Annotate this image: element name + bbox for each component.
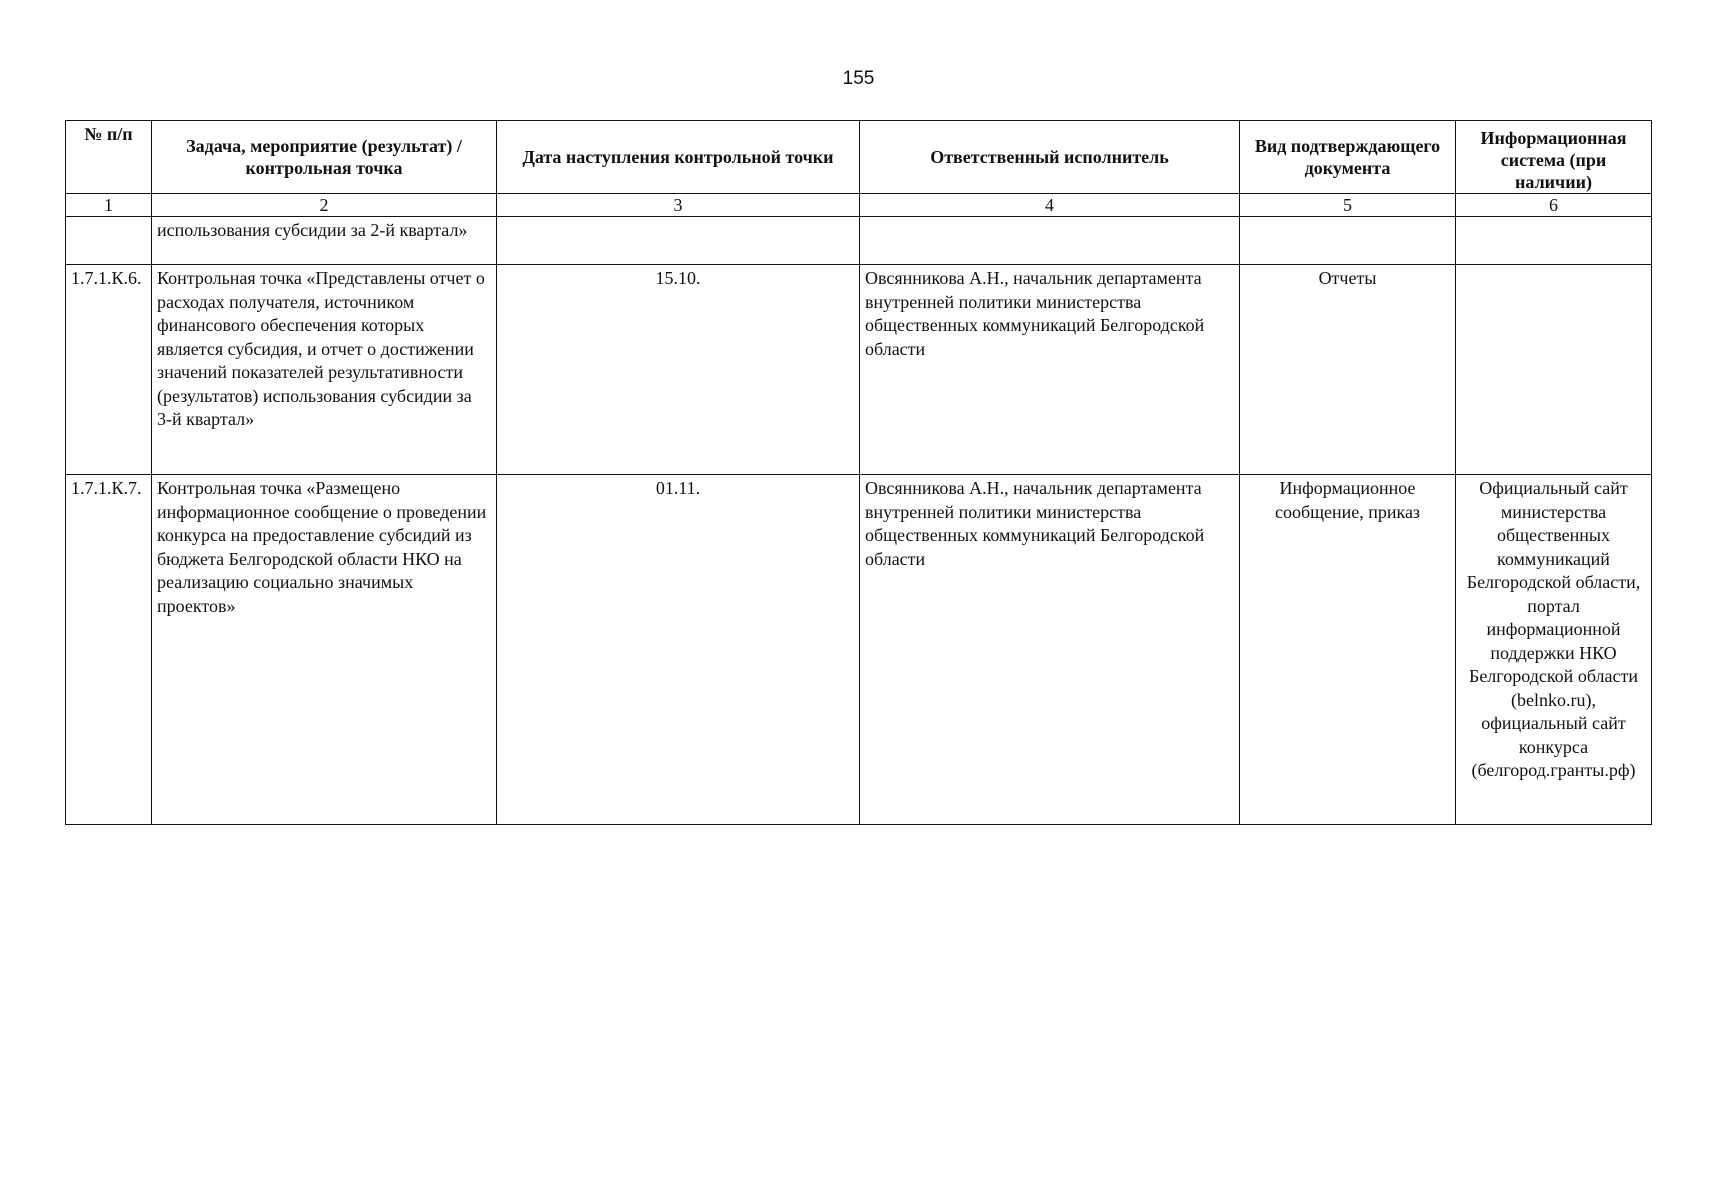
row-num: 1.7.1.К.6.: [66, 265, 152, 475]
header-date: Дата наступления контрольной точки: [497, 121, 860, 194]
table-row: [66, 475, 1652, 825]
column-index-5: 5: [1240, 194, 1456, 217]
column-index-4: 4: [860, 194, 1240, 217]
header-info-system: Информационная система (при наличии): [1456, 121, 1652, 194]
row-info-system: Официальный сайт министерства общественных коммуникаций Белгородской области, портал информационной поддержки НКО Белгородской области (belnko.ru), официальный сайт конкурса (белгород.гранты.рф): [1456, 475, 1652, 825]
column-index-2: 2: [152, 194, 497, 217]
table-header-row: [66, 121, 1652, 194]
row-info-system: [1456, 217, 1652, 265]
column-index-1: 1: [66, 194, 152, 217]
column-index-6: 6: [1456, 194, 1652, 217]
row-doc-type: Информационное сообщение, приказ: [1240, 475, 1456, 825]
table-row: [66, 217, 1652, 265]
table-row: [66, 265, 1652, 475]
row-task: использования субсидии за 2-й квартал»: [152, 217, 497, 265]
row-num: 1.7.1.К.7.: [66, 475, 152, 825]
row-executor: Овсянникова А.Н., начальник департамента внутренней политики министерства общественных коммуникаций Белгородской области: [860, 265, 1240, 475]
header-executor: Ответственный исполнитель: [860, 121, 1240, 194]
column-index-3: 3: [497, 194, 860, 217]
header-doc-type: Вид подтверждающего документа: [1240, 121, 1456, 194]
header-num: № п/п: [66, 121, 152, 194]
row-date: 15.10.: [497, 265, 860, 475]
row-date: [497, 217, 860, 265]
page-number: 155: [842, 68, 875, 89]
row-date: 01.11.: [497, 475, 860, 825]
header-task: Задача, мероприятие (результат) / контрольная точка: [152, 121, 497, 194]
row-task: Контрольная точка «Представлены отчет о расходах получателя, источником финансового обеспечения которых является субсидия, и отчет о достижении значений показателей результативности (результатов) использования субсидии за 3-й квартал»: [152, 265, 497, 475]
control-points-table: [65, 120, 1652, 825]
row-executor: [860, 217, 1240, 265]
row-info-system: [1456, 265, 1652, 475]
row-num: [66, 217, 152, 265]
row-executor: Овсянникова А.Н., начальник департамента внутренней политики министерства общественных коммуникаций Белгородской области: [860, 475, 1240, 825]
row-doc-type: Отчеты: [1240, 265, 1456, 475]
row-task: Контрольная точка «Размещено информационное сообщение о проведении конкурса на предоставление субсидий из бюджета Белгородской области НКО на реализацию социально значимых проектов»: [152, 475, 497, 825]
row-doc-type: [1240, 217, 1456, 265]
column-index-row: [66, 194, 1652, 217]
